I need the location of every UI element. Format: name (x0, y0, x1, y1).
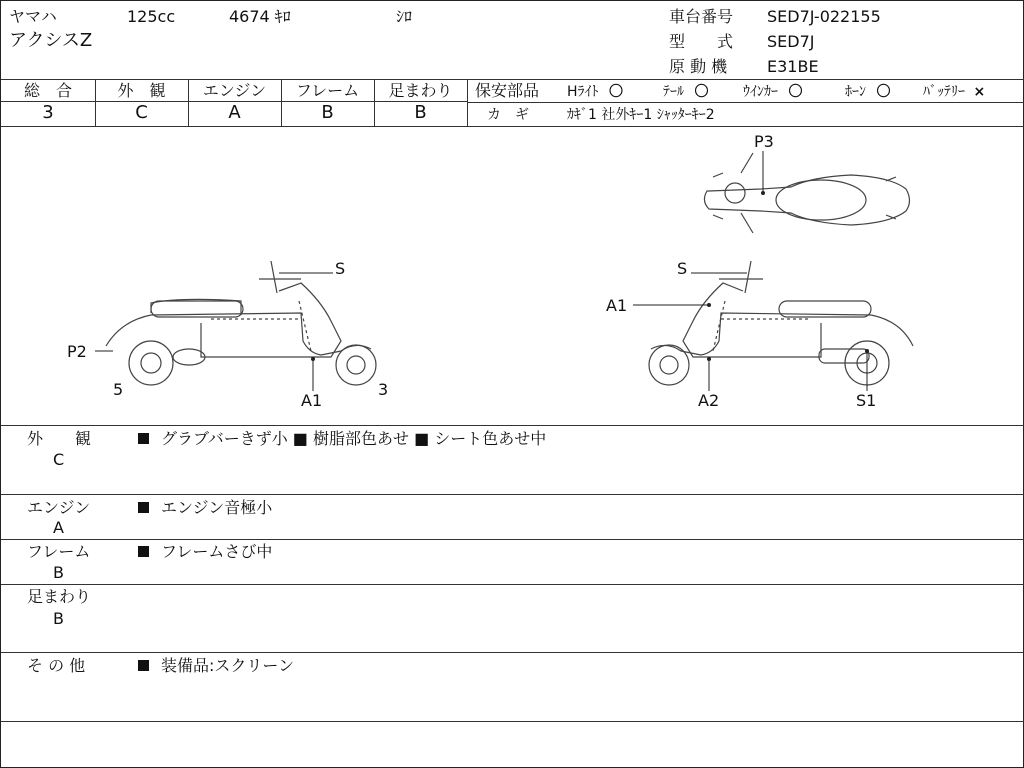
remark-text-other: 装備品:スクリーン (138, 656, 294, 676)
chassis-value: SED7J-022155 (767, 7, 881, 26)
divider (1, 494, 1024, 495)
grade-label-engine: エンジン (202, 81, 267, 100)
grade-label-appearance: 外 観 (117, 81, 166, 100)
diagram-label-a2: A2 (698, 391, 720, 410)
chassis-label: 車台番号 (669, 7, 734, 26)
keys-value: ｶｷﾞ1 社外ｷｰ1 ｼｬｯﾀｰｷｰ2 (567, 107, 715, 123)
grade-value-engine: A (228, 102, 241, 123)
model-name: アクシスZ (9, 30, 93, 51)
maker: ヤマハ (9, 7, 57, 26)
divider (1, 721, 1024, 722)
type-value: SED7J (767, 32, 815, 51)
remark-grade-engine: A (53, 518, 64, 537)
grade-value-frame: B (321, 102, 334, 123)
displacement: 125cc (127, 7, 176, 26)
remark-grade-appearance: C (53, 450, 65, 469)
remark-grade-suspension: B (53, 609, 64, 628)
color: ｼﾛ (396, 7, 413, 26)
diagram-label-5: 5 (113, 380, 124, 399)
engine-label: 原 動 機 (669, 57, 728, 76)
remark-category-appearance: 外 観 (27, 429, 92, 448)
remark-category-engine: エンジン (27, 498, 91, 517)
grade-label-frame: フレーム (295, 81, 360, 100)
safety-item-name: ﾊﾞｯﾃﾘｰ (923, 84, 965, 100)
diagram-label-p2: P2 (67, 342, 87, 361)
diagram-label-3: 3 (378, 380, 389, 399)
leader-lines (95, 151, 867, 391)
scooter-left-view (106, 261, 376, 385)
diagram-label-s-left: S (335, 259, 346, 278)
grade-value-suspension: B (414, 102, 427, 123)
diagram-label-s-right: S (677, 259, 688, 278)
safety-item-name: ﾎｰﾝ (845, 84, 866, 100)
remark-text-appearance: グラブバーきず小 ■ 樹脂部色あせ ■ シート色あせ中 (138, 429, 546, 449)
bullet-icon (138, 546, 149, 557)
grade-value-overall: 3 (42, 102, 54, 123)
grade-value-appearance: C (135, 102, 148, 123)
divider (1, 652, 1024, 653)
remark-text-engine: エンジン音極小 (138, 498, 272, 518)
scooter-top-view (704, 153, 909, 233)
keys-label: カ ギ (487, 107, 529, 123)
type-label: 型 式 (669, 32, 734, 51)
safety-item-mark: × (973, 84, 986, 100)
safety-item-mark: 〇 (876, 84, 891, 100)
diagram-label-s1: S1 (856, 391, 877, 410)
remark-category-other: そ の 他 (27, 656, 86, 675)
safety-item-name: ｳｲﾝｶｰ (743, 84, 778, 100)
scooter-right-view (649, 261, 913, 385)
divider (1, 584, 1024, 585)
grade-label-suspension: 足まわり (388, 81, 453, 100)
diagram-label-a1-left: A1 (301, 391, 323, 410)
remark-text-frame: フレームさび中 (138, 542, 272, 562)
bullet-icon (138, 433, 149, 444)
remark-category-suspension: 足まわり (27, 587, 92, 606)
bullet-icon (138, 502, 149, 513)
damage-dots (311, 191, 869, 361)
bullet-icon (138, 660, 149, 671)
safety-item-name: ﾃｰﾙ (663, 84, 684, 100)
safety-item-name: Hﾗｲﾄ (567, 84, 599, 100)
safety-item-mark: 〇 (694, 84, 709, 100)
divider (1, 539, 1024, 540)
remark-category-frame: フレーム (27, 542, 91, 561)
engine-value: E31BE (767, 57, 819, 76)
safety-label: 保安部品 (475, 81, 540, 100)
grade-label-overall: 総 合 (23, 81, 72, 100)
remark-grade-frame: B (53, 563, 64, 582)
mileage: 4674 ｷﾛ (229, 7, 291, 26)
safety-item-mark: 〇 (608, 84, 623, 100)
diagram-label-p3: P3 (754, 132, 774, 151)
diagram-label-a1-right: A1 (606, 296, 628, 315)
safety-item-mark: 〇 (788, 84, 803, 100)
